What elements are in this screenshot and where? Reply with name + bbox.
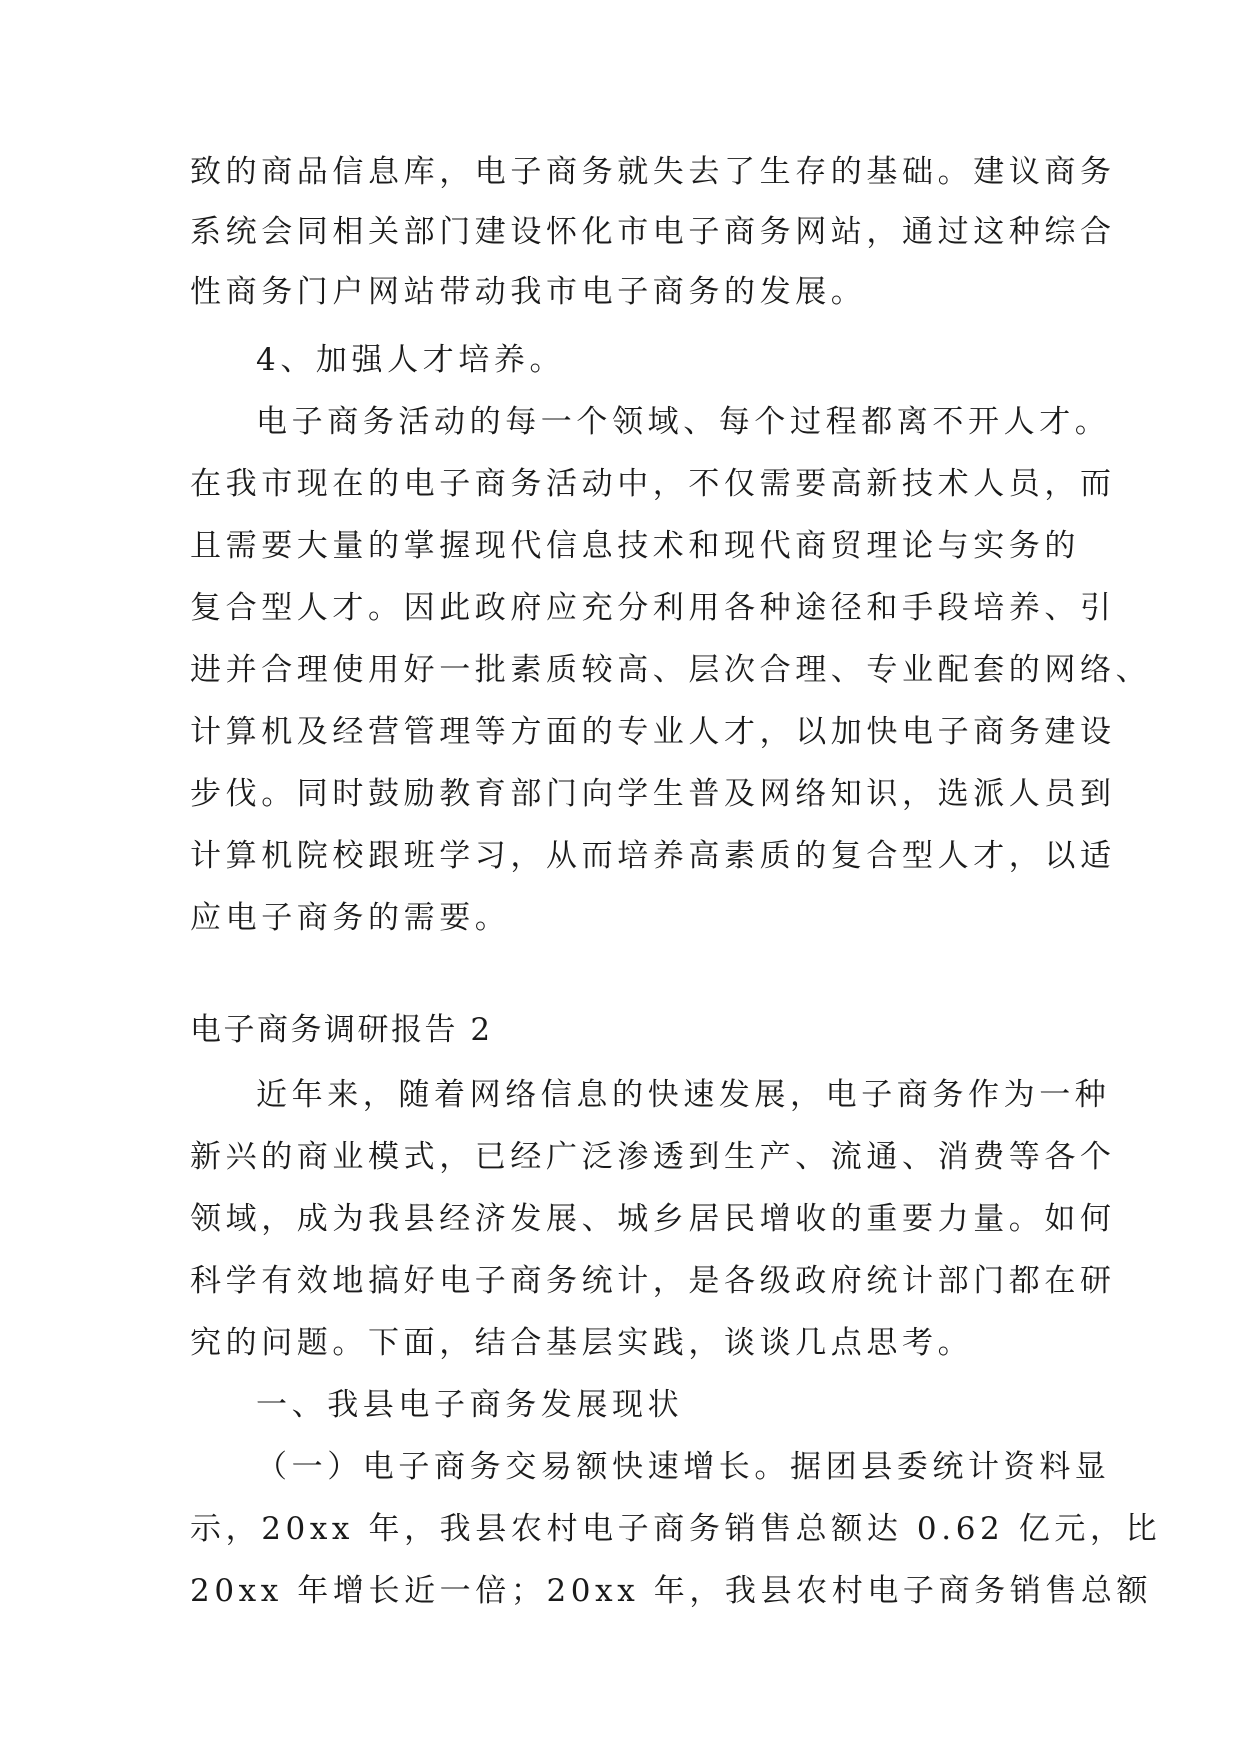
paragraph-line: 电子商务活动的每一个领域、每个过程都离不开人才。 <box>256 404 1111 440</box>
paragraph-line: 进并合理使用好一批素质较高、层次合理、专业配套的网络、 <box>190 652 1152 688</box>
paragraph-line: 计算机及经营管理等方面的专业人才，以加快电子商务建设 <box>190 714 1116 750</box>
paragraph-line: 近年来，随着网络信息的快速发展，电子商务作为一种 <box>256 1077 1111 1113</box>
paragraph-line: 示，20xx 年，我县农村电子商务销售总额达 0.62 亿元，比 <box>190 1511 1162 1547</box>
paragraph-line: 在我市现在的电子商务活动中，不仅需要高新技术人员，而 <box>190 466 1116 502</box>
paragraph-line: 究的问题。下面，结合基层实践，谈谈几点思考。 <box>190 1325 974 1361</box>
paragraph-line: 复合型人才。因此政府应充分利用各种途径和手段培养、引 <box>190 590 1116 626</box>
paragraph-line: 科学有效地搞好电子商务统计，是各级政府统计部门都在研 <box>190 1263 1116 1299</box>
paragraph-line: 新兴的商业模式，已经广泛渗透到生产、流通、消费等各个 <box>190 1139 1116 1175</box>
paragraph-line: 且需要大量的掌握现代信息技术和现代商贸理论与实务的 <box>190 528 1080 564</box>
paragraph-line: 计算机院校跟班学习，从而培养高素质的复合型人才，以适 <box>190 838 1116 874</box>
paragraph-line: 领域，成为我县经济发展、城乡居民增收的重要力量。如何 <box>190 1201 1116 1237</box>
paragraph-line: （一）电子商务交易额快速增长。据团县委统计资料显 <box>256 1449 1111 1485</box>
paragraph-line: 应电子商务的需要。 <box>190 900 511 936</box>
section-heading: 4、加强人才培养。 <box>256 342 566 378</box>
paragraph-line: 致的商品信息库，电子商务就失去了生存的基础。建议商务 <box>190 154 1116 190</box>
section-heading: 一、我县电子商务发展现状 <box>256 1387 684 1423</box>
paragraph-line: 性商务门户网站带动我市电子商务的发展。 <box>190 274 867 310</box>
paragraph-line: 系统会同相关部门建设怀化市电子商务网站，通过这种综合 <box>190 214 1116 250</box>
document-title: 电子商务调研报告 2 <box>190 1012 493 1048</box>
paragraph-line: 步伐。同时鼓励教育部门向学生普及网络知识，选派人员到 <box>190 776 1116 812</box>
paragraph-line: 20xx 年增长近一倍；20xx 年，我县农村电子商务销售总额 <box>190 1573 1153 1609</box>
